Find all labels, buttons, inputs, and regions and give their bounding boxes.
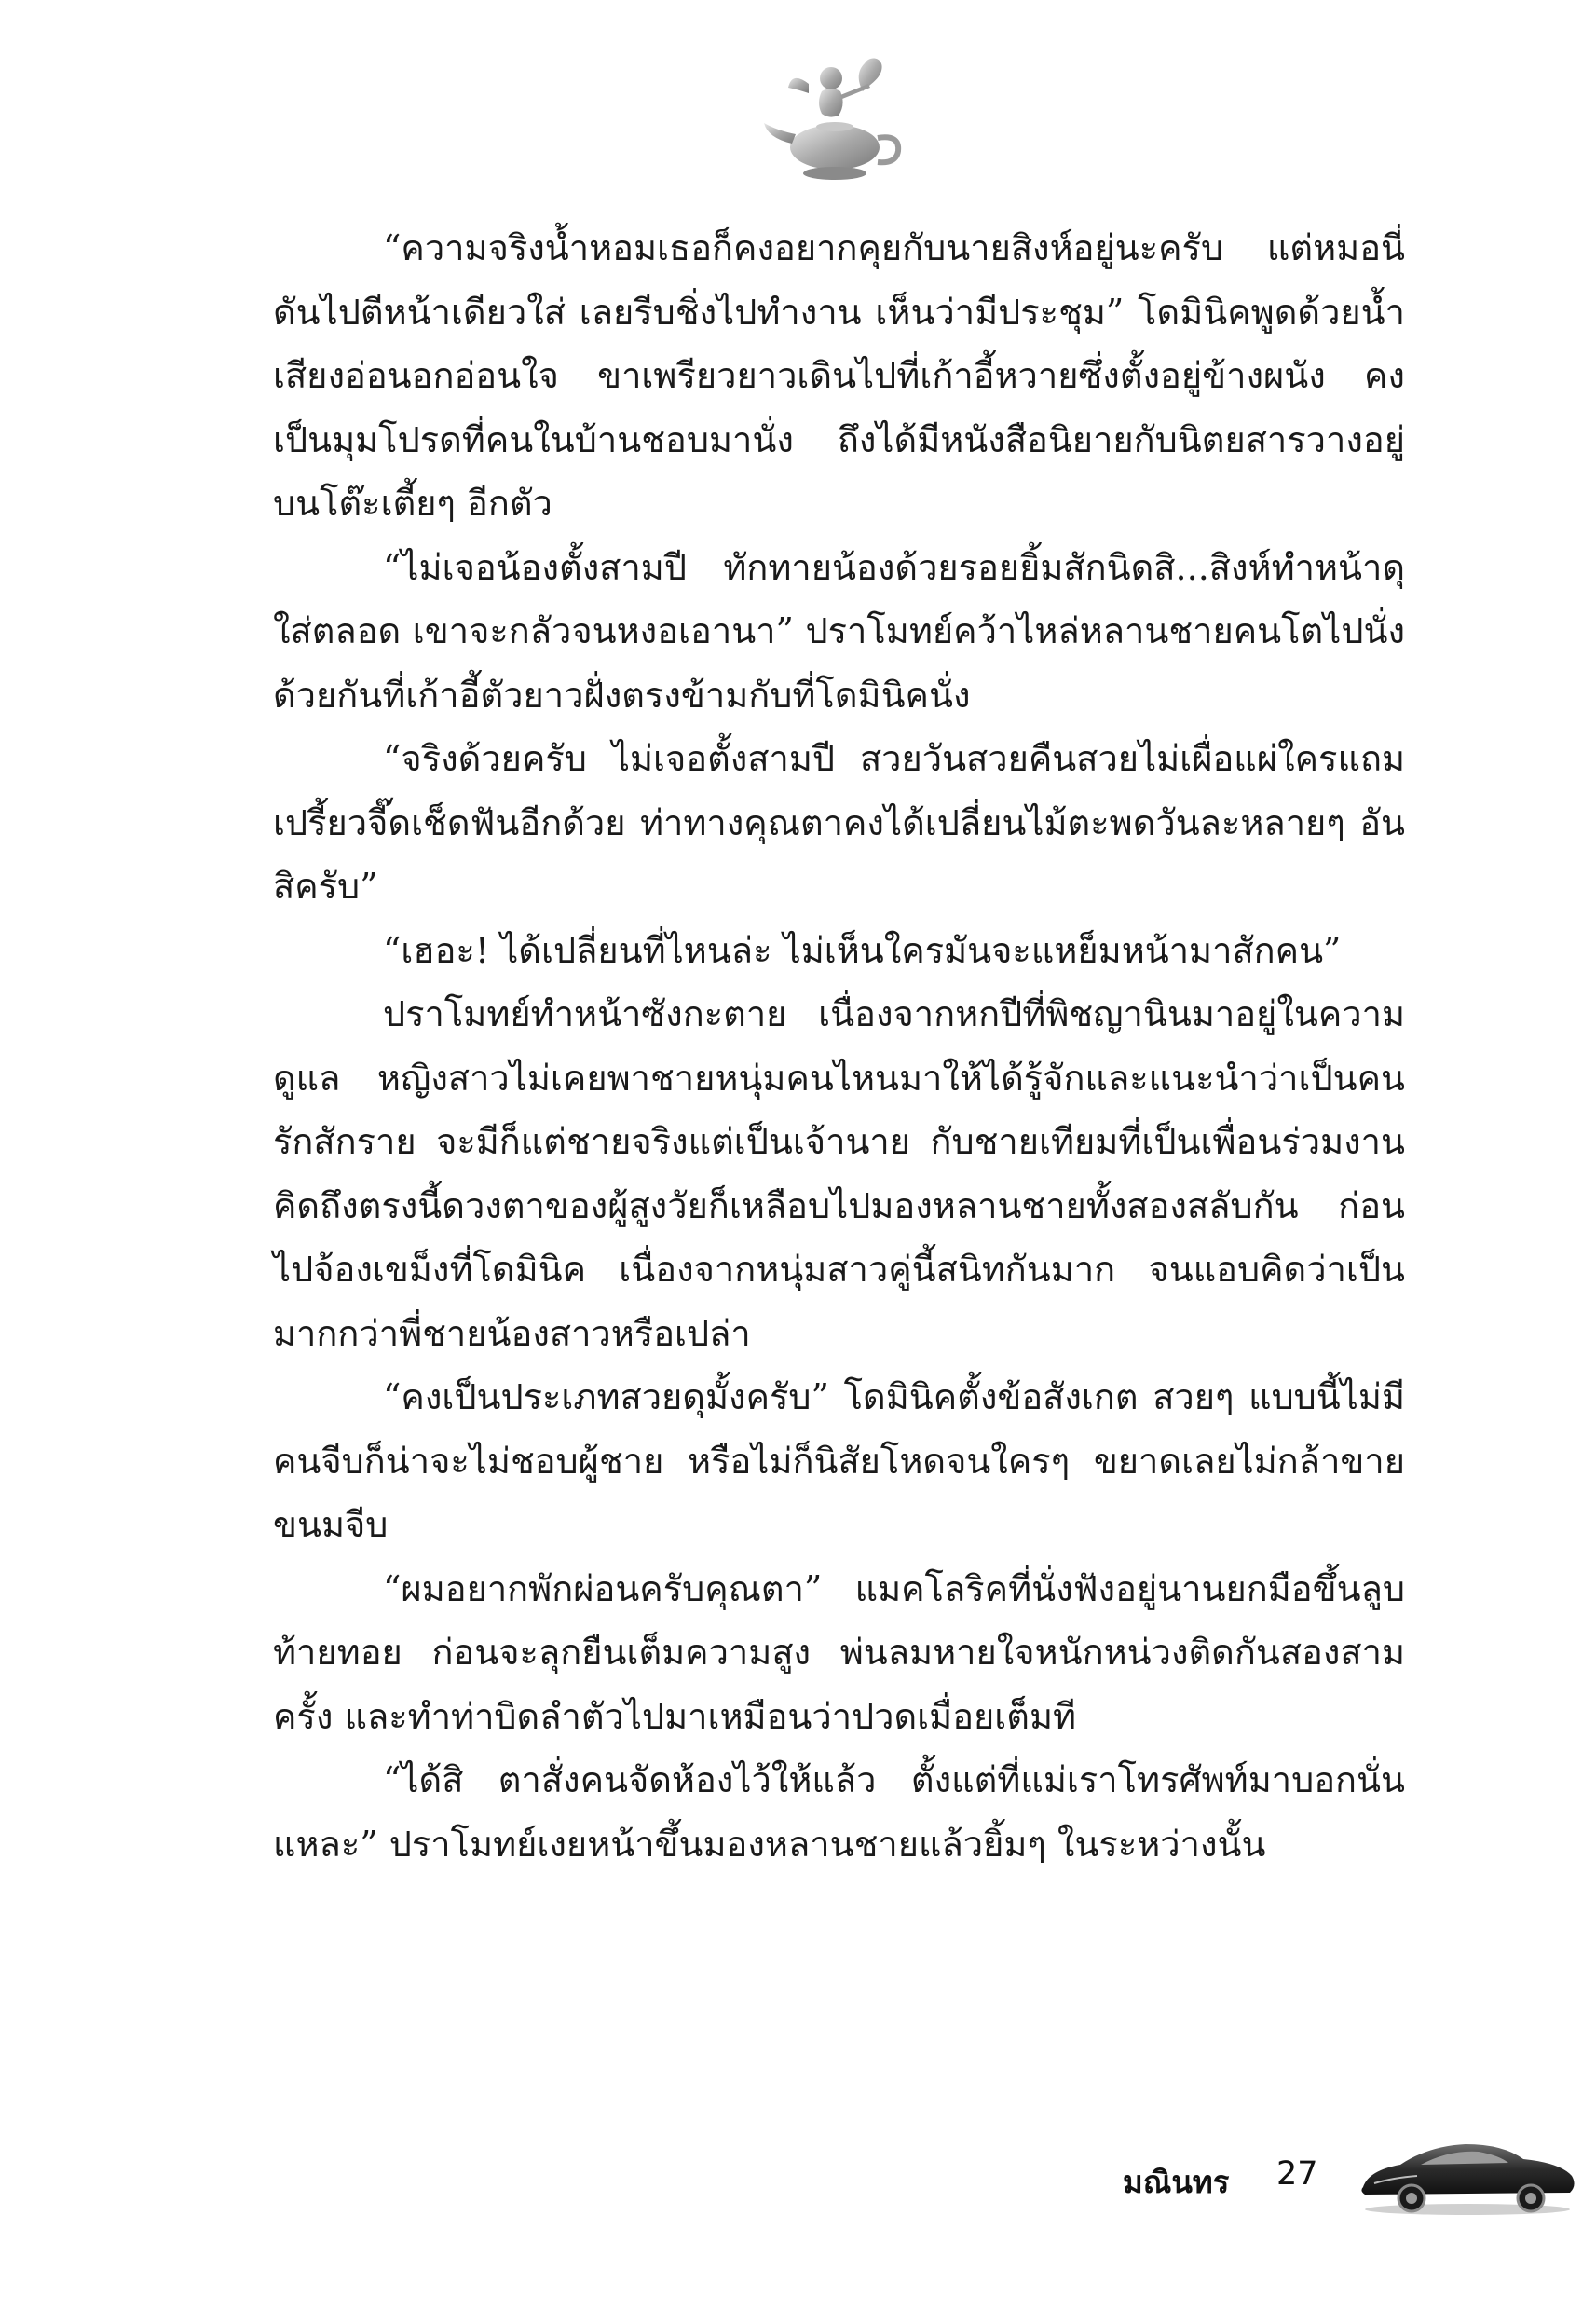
footer-author-name: มณินทร xyxy=(1123,2164,1230,2200)
paragraph: “คงเป็นประเภทสวยดุมั้งครับ” โดมินิคตั้งข้อสังเกต สวยๆ แบบนี้ไม่มีคนจีบก็น่าจะไม่ชอบผู้ชาย หรือไม่ก็นิสัยโหดจนใครๆ ขยาดเลยไม่กล้าขายขนมจีบ xyxy=(273,1376,1405,1545)
cupid-teapot-ornament-icon xyxy=(755,47,913,186)
paragraph: “เฮอะ! ได้เปลี่ยนที่ไหนล่ะ ไม่เห็นใครมันจะแหย็มหน้ามาสักคน” xyxy=(383,929,1342,971)
paragraph: “ได้สิ ตาสั่งคนจัดห้องไว้ให้แล้ว ตั้งแต่ที่แม่เราโทรศัพท์มาบอกนั่นแหละ” ปราโมทย์เงยหน้าขึ้นมองหลานชายแล้วยิ้มๆ ในระหว่างนั้น xyxy=(273,1759,1405,1865)
body-text xyxy=(273,216,1405,1876)
paragraph: “ความจริงน้ำหอมเธอก็คงอยากคุยกับนายสิงห์อยู่นะครับ แต่หมอนี่ดันไปตีหน้าเดียวใส่ เลยรีบชิ่งไปทำงาน เห็นว่ามีประชุม” โดมินิคพูดด้วยน้ำเสียงอ่อนอกอ่อนใจ ขาเพรียวยาวเดินไปที่เก้าอี้หวายซึ่งตั้งอยู่ข้างผนัง คงเป็นมุมโปรดที่คนในบ้านชอบมานั่ง ถึงได้มีหนังสือนิยายกับนิตยสารวางอยู่บนโต๊ะเตี้ยๆ อีกตัว xyxy=(273,227,1405,524)
paragraph: “จริงด้วยครับ ไม่เจอตั้งสามปี สวยวันสวยคืนสวยไม่เผื่อแผ่ใครแถมเปรี้ยวจี๊ดเช็ดฟันอีกด้วย ท่าทางคุณตาคงได้เปลี่ยนไม้ตะพดวันละหลายๆ อันสิครับ” xyxy=(273,738,1405,907)
page-number: 27 xyxy=(1276,2155,1318,2193)
sports-car-icon xyxy=(1356,2129,1579,2218)
paragraph: “ไม่เจอน้องตั้งสามปี ทักทายน้องด้วยรอยยิ้มสักนิดสิ...สิงห์ทำหน้าดุใส่ตลอด เขาจะกลัวจนหงอเอานา” ปราโมทย์คว้าไหล่หลานชายคนโตไปนั่งด้วยกันที่เก้าอี้ตัวยาวฝั่งตรงข้ามกับที่โดมินิคนั่ง xyxy=(273,546,1405,716)
paragraph: “ผมอยากพักผ่อนครับคุณตา” แมคโลริคที่นั่งฟังอยู่นานยกมือขึ้นลูบท้ายทอย ก่อนจะลุกยืนเต็มความสูง พ่นลมหายใจหนักหน่วงติดกันสองสามครั้ง และทำท่าบิดลำตัวไปมาเหมือนว่าปวดเมื่อยเต็มที xyxy=(273,1567,1405,1737)
paragraph: ปราโมทย์ทำหน้าซังกะตาย เนื่องจากหกปีที่พิชญานินมาอยู่ในความดูแล หญิงสาวไม่เคยพาชายหนุ่มคนไหนมาให้ได้รู้จักและแนะนำว่าเป็นคนรักสักราย จะมีก็แต่ชายจริงแต่เป็นเจ้านาย กับชายเทียมที่เป็นเพื่อนร่วมงาน คิดถึงตรงนี้ดวงตาของผู้สูงวัยก็เหลือบไปมองหลานชายทั้งสองสลับกัน ก่อนไปจ้องเขม็งที่โดมินิค เนื่องจากหนุ่มสาวคู่นี้สนิทกันมาก จนแอบคิดว่าเป็นมากกว่าพี่ชายน้องสาวหรือเปล่า xyxy=(273,993,1405,1354)
